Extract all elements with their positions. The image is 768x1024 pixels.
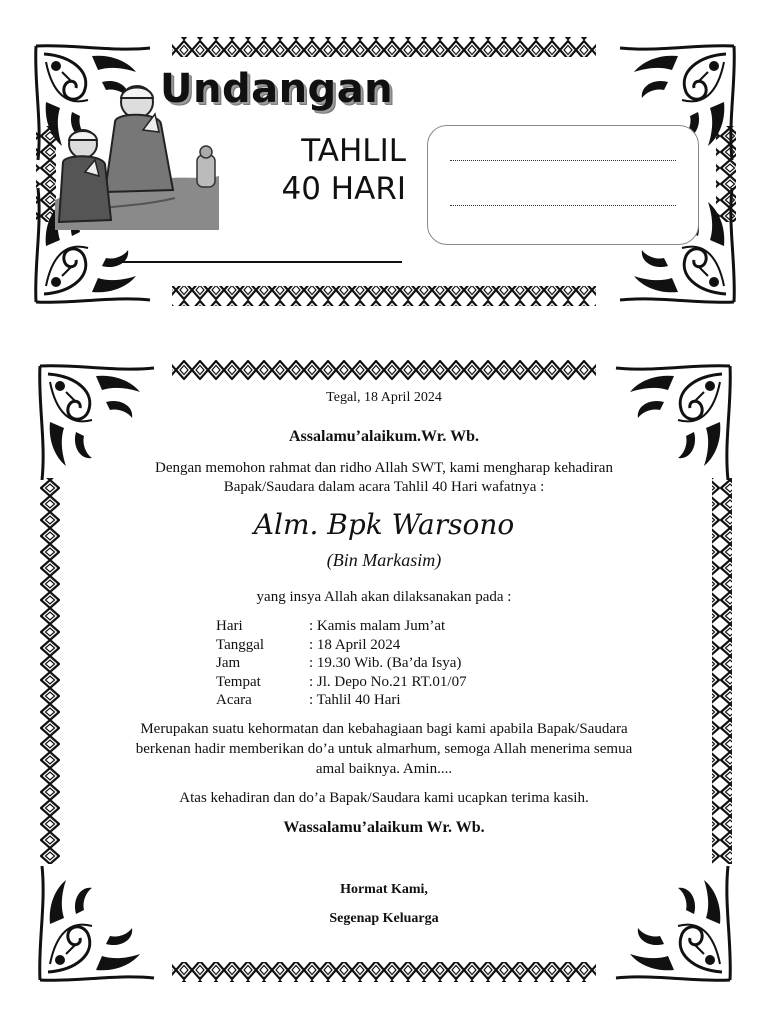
cover-subtitle-line1: TAHLIL: [301, 133, 406, 169]
thanks-line: Atas kehadiran dan do’a Bapak/Saudara kami ucapkan terima kasih.: [179, 790, 589, 806]
detail-row-date: [216, 636, 467, 655]
closing-line-1: Merupakan suatu kehormatan dan kebahagiaan bagi kami apabila Bapak/Saudara: [140, 721, 628, 737]
family-signature: Segenap Keluarga: [329, 911, 439, 926]
event-intro: yang insya Allah akan dilaksanakan pada :: [256, 589, 512, 605]
detail-label: Acara: [216, 692, 252, 708]
detail-value: : 19.30 Wib. (Ba’da Isya): [309, 655, 462, 671]
detail-value: : 18 April 2024: [309, 636, 401, 653]
closing-line-2: berkenan hadir memberikan do’a untuk almarhum, semoga Allah menerima semua: [135, 741, 633, 757]
greeting: Assalamu’alaikum.Wr. Wb.: [289, 428, 479, 445]
intro-line-2: Bapak/Saudara dalam acara Tahlil 40 Hari wafatnya :: [223, 479, 545, 495]
detail-value: : Tahlil 40 Hari: [309, 692, 401, 708]
farewell: Wassalamu’alaikum Wr. Wb.: [283, 819, 485, 836]
cover-title: Undangan: [160, 66, 394, 112]
detail-value: : Kamis malam Jum’at: [309, 618, 446, 634]
place-date: Tegal, 18 April 2024: [326, 390, 442, 405]
detail-label: Tanggal: [216, 636, 265, 653]
recipient-line-2: [450, 205, 676, 206]
detail-label: Jam: [216, 655, 241, 671]
deceased-name: Alm. Bpk Warsono: [253, 508, 515, 541]
recipient-line-1: [450, 160, 676, 161]
detail-label: Tempat: [216, 673, 261, 690]
detail-label: Hari: [216, 618, 243, 634]
deceased-father: (Bin Markasim): [326, 550, 442, 570]
detail-row-time: [216, 654, 467, 673]
detail-row-day: [216, 617, 467, 636]
cover-subtitle-line2: 40 HARI: [281, 171, 406, 207]
closing-line-3: amal baiknya. Amin....: [315, 761, 453, 777]
detail-row-event: [216, 691, 467, 710]
event-details: [216, 617, 467, 710]
detail-row-place: [216, 673, 467, 692]
detail-value: : Jl. Depo No.21 RT.01/07: [309, 673, 467, 690]
intro-line-1: Dengan memohon rahmat dan ridho Allah SWT, kami mengharap kehadiran: [155, 460, 613, 476]
sender-name-line: [120, 261, 402, 263]
regards: Hormat Kami,: [340, 882, 428, 897]
recipient-address-box[interactable]: [427, 125, 699, 245]
